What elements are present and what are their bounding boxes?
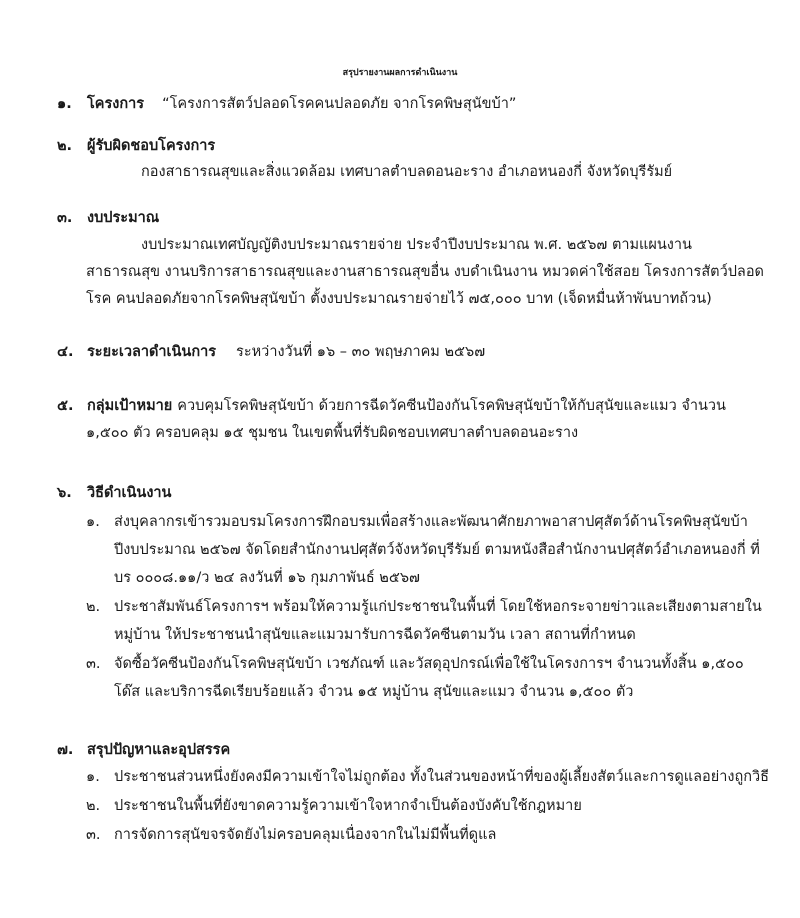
item-number: ๑. [86,769,100,785]
problem-item-3 [86,825,496,845]
section-label: สรุปปัญหาและอุปสรรค [87,742,231,758]
method-item-3 [86,654,744,674]
responsible-agency: กองสาธารณสุขและสิ่งแวดล้อม เทศบาลตำบลดอนอะราง อำเภอหนองกี่ จังหวัดบุรีรัมย์ [141,164,673,180]
item-number: ๓. [86,656,101,672]
section-number: ๑. [57,96,72,112]
item-number: ๒. [86,798,101,814]
item-line: ประชาสัมพันธ์โครงการฯ พร้อมให้ความรู้แก่ประชาชนในพื้นที่ โดยใช้หอกระจายข่าวและเสียงตามสายใน [114,599,762,615]
section-label: ผู้รับผิดชอบโครงการ [87,138,216,154]
budget-line-2: สาธารณสุข งานบริการสาธารณสุขและงานสาธารณสุขอื่น งบดำเนินงาน หมวดค่าใช้สอย โครงการสัตว์ปลอด [86,264,764,280]
section-label: งบประมาณ [87,210,160,226]
item-text: การจัดการสุนัขจรจัดยังไม่ครอบคลุมเนื่องจากในไม่มีพื้นที่ดูแล [114,827,497,843]
item-text: ประชาชนส่วนหนึ่งยังคงมีความเข้าใจไม่ถูกต้อง ทั้งในส่วนของหน้าที่ของผู้เลี้ยงสัตว์และการดูแลอย่างถูกวิธี [114,769,770,785]
item-line: ส่งบุคลากรเข้ารวมอบรมโครงการฝึกอบรมเพื่อสร้างและพัฒนาศักยภาพอาสาปศุสัตว์ด้านโรคพิษสุนัขบ้า [114,514,748,530]
section-2-responsible [57,136,215,156]
section-5-target [57,396,726,416]
item-number: ๑. [86,514,100,530]
section-number: ๗. [57,742,74,758]
budget-line-3: โรค คนปลอดภัยจากโรคพิษสุนัขบ้า ตั้งงบประมาณรายจ่ายไว้ ๗๕,๐๐๐ บาท (เจ็ดหมื่นห้าพันบาทถ้วน) [86,291,712,307]
item-number: ๒. [86,599,101,615]
section-label: ระยะเวลาดำเนินการ [87,344,217,360]
section-3-budget [57,208,159,228]
section-number: ๔. [57,344,74,360]
duration-text: ระหว่างวันที่ ๑๖ – ๓๐ พฤษภาคม ๒๕๖๗ [236,344,486,360]
section-1-project [57,94,516,114]
problem-item-1 [86,767,769,787]
budget-line-1: งบประมาณเทศบัญญัติงบประมาณรายจ่าย ประจำปีงบประมาณ พ.ศ. ๒๕๖๗ ตามแผนงาน [141,237,692,253]
section-number: ๒. [57,138,73,154]
method-item-2 [86,597,762,617]
item-number: ๓. [86,827,101,843]
section-label: โครงการ [87,96,145,112]
method-item-1-line-3: บร ๐๐๐๘.๑๑/ว ๒๔ ลงวันที่ ๑๖ กุมภาพันธ์ ๒๕๖๗ [114,570,420,586]
method-item-2-line-2: หมู่บ้าน ให้ประชาชนนำสุนัขและแมวมารับการฉีดวัคซีนตามวัน เวลา สถานที่กำหนด [114,627,636,643]
section-number: ๖. [57,485,72,501]
problem-item-2 [86,796,582,816]
section-4-duration [57,342,485,362]
section-number: ๕. [57,398,74,414]
item-line: จัดซื้อวัคซีนป้องกันโรคพิษสุนัขบ้า เวชภัณฑ์ และวัสดุอุปกรณ์เพื่อใช้ในโครงการฯ จำนวนทั้งสิ้น ๑,๕๐๐ [114,656,744,672]
item-text: ประชาชนในพื้นที่ยังขาดความรู้ความเข้าใจหากจำเป็นต้องบังคับใช้กฎหมาย [114,798,582,814]
section-number: ๓. [57,210,73,226]
method-item-3-line-2: โด๊ส และบริการฉีดเรียบร้อยแล้ว จำวน ๑๕ หมู่บ้าน สุนัขและแมว จำนวน ๑,๕๐๐ ตัว [114,684,634,700]
section-6-method [57,483,171,503]
section-7-problems [57,740,230,760]
section-label: วิธีดำเนินงาน [87,485,172,501]
project-name: “โครงการสัตว์ปลอดโรคคนปลอดภัย จากโรคพิษสุนัขบ้า” [162,96,517,112]
section-label: กลุ่มเป้าหมาย [87,398,173,414]
target-line-2: ๑,๕๐๐ ตัว ครอบคลุม ๑๕ ชุมชน ในเขตพื้นที่รับผิดชอบเทศบาลตำบลดอนอะราง [86,425,579,441]
document-title: สรุปรายงานผลการดำเนินงาน [342,68,458,78]
target-line-1: ควบคุมโรคพิษสุนัขบ้า ด้วยการฉีดวัคซีนป้องกันโรคพิษสุนัขบ้าให้กับสุนัขและแมว จำนวน [177,398,726,414]
method-item-1 [86,512,748,532]
method-item-1-line-2: ปีงบประมาณ ๒๕๖๗ จัดโดยสำนักงานปศุสัตว์จังหวัดบุรีรัมย์ ตามหนังสือสำนักงานปศุสัตว์อำเภอหนองกี่ ที่ [114,542,760,558]
